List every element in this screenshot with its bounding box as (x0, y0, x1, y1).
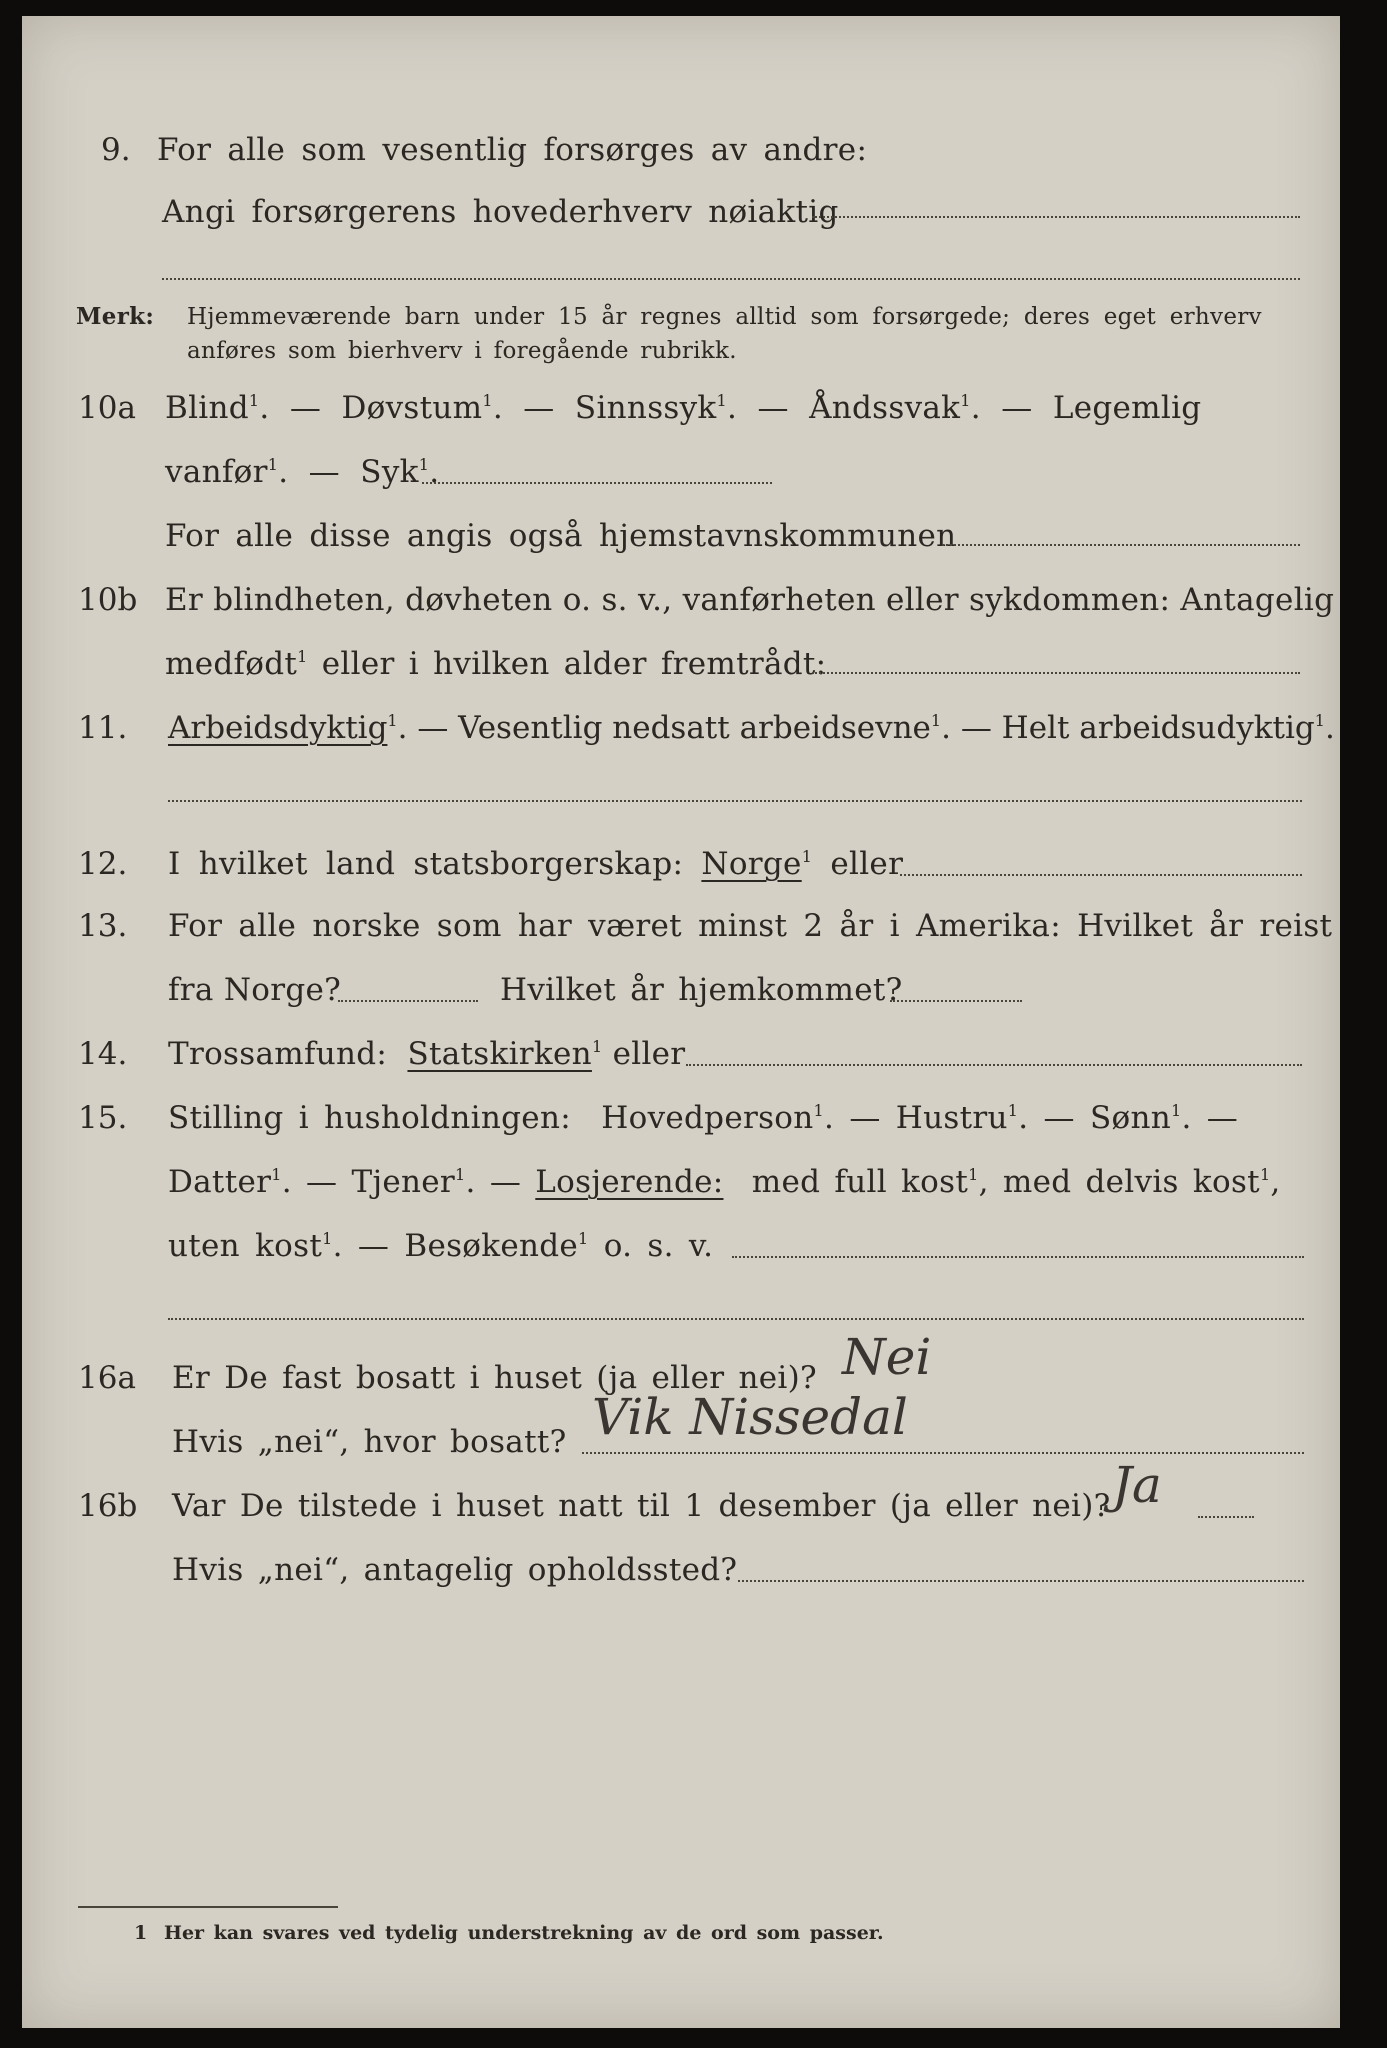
census-form-page (22, 16, 1340, 2028)
q16a-handwritten-answer-2[interactable]: Vik Nissedal (592, 1388, 908, 1446)
q16a-text-1: Er De fast bosatt i huset (ja eller nei)? (172, 1360, 817, 1396)
q14-number: 14. (78, 1036, 128, 1072)
q9-text-2: Angi forsørgerens hovederhverv nøiaktig (162, 194, 839, 230)
q14-answer-line[interactable] (686, 1064, 1302, 1066)
q12-number: 12. (78, 846, 128, 882)
q13-text-1: For alle norske som har været minst 2 år i Amerika: Hvilket år reist (168, 908, 1333, 944)
q16b-answer-line-1[interactable] (1198, 1516, 1254, 1518)
q15-answer-line-2[interactable] (168, 1318, 1304, 1320)
q12-norge-underlined: Norge (701, 846, 802, 882)
q16b-number: 16b (78, 1488, 138, 1524)
q13-answer-line-1[interactable] (338, 1000, 478, 1002)
q9-answer-line-2[interactable] (162, 278, 1300, 280)
q13-answer-line-2[interactable] (890, 1000, 1022, 1002)
q16a-number: 16a (78, 1360, 136, 1396)
q13-text-2: fra Norge? (168, 972, 342, 1008)
q10a-answer-line-2[interactable] (942, 544, 1300, 546)
q10b-text-1: Er blindheten, døvheten o. s. v., vanførheten eller sykdommen: Antagelig (165, 582, 1335, 618)
q10a-text-2: vanfør$^1$. — Syk$^1$. (165, 454, 440, 490)
q16a-handwritten-answer-1[interactable]: Nei (842, 1328, 932, 1386)
footnote-text: Her kan svares ved tydelig understrekning av de ord som passer. (164, 1922, 884, 1944)
q13-text-3: Hvilket år hjemkommet? (500, 972, 903, 1008)
q11-text: Arbeidsdyktig$^1$. — Vesentlig nedsatt arbeidsevne$^1$. — Helt arbeidsudyktig$^1$. (168, 710, 1335, 746)
q10a-text-1: Blind$^1$. — Døvstum$^1$. — Sinnssyk$^1$. — Åndssvak$^1$. — Legemlig (165, 390, 1202, 426)
q15-text-3: uten kost$^1$. — Besøkende$^1$ o. s. v. (168, 1228, 714, 1264)
q10b-text-2: medfødt$^1$ eller i hvilken alder fremtrådt: (165, 646, 827, 682)
q9-text-1: For alle som vesentlig forsørges av andre: (157, 132, 868, 168)
merk-text-2: anføres som bierhverv i foregående rubrikk. (187, 338, 737, 364)
q15-text-2: Datter$^1$. — Tjener$^1$. — Losjerende: med full kost$^1$, med delvis kost$^1$, (168, 1164, 1281, 1200)
footnote-mark: 1 (134, 1922, 148, 1944)
q12-text: I hvilket land statsborgerskap: Norge$^1$ eller (168, 846, 904, 882)
q16a-text-2: Hvis „nei“, hvor bosatt? (172, 1424, 567, 1460)
q15-answer-line-1[interactable] (732, 1256, 1304, 1258)
merk-text-1: Hjemmeværende barn under 15 år regnes alltid som forsørgede; deres eget erhverv (187, 304, 1262, 330)
q9-number: 9. (101, 132, 131, 168)
q10a-number: 10a (78, 390, 136, 426)
q12-answer-line[interactable] (900, 874, 1302, 876)
q9-answer-line-1[interactable] (812, 216, 1300, 218)
q11-arbeidsdyktig-underlined: Arbeidsdyktig (168, 710, 388, 746)
q15-losjerende-underlined: Losjerende: (535, 1164, 724, 1200)
q10a-answer-line-1[interactable] (422, 482, 772, 484)
q13-number: 13. (78, 908, 128, 944)
q16b-handwritten-answer-1[interactable]: Ja (1112, 1456, 1162, 1514)
q16b-answer-line-2[interactable] (738, 1580, 1304, 1582)
q10b-answer-line[interactable] (812, 672, 1300, 674)
q16b-text-2: Hvis „nei“, antagelig opholdssted? (172, 1552, 738, 1588)
q14-statskirken-underlined: Statskirken (407, 1036, 592, 1072)
q11-number: 11. (78, 710, 128, 746)
merk-label: Merk: (76, 303, 155, 330)
q16a-answer-line[interactable] (582, 1452, 1304, 1454)
q15-number: 15. (78, 1100, 128, 1136)
q10a-text-3: For alle disse angis også hjemstavnskommunen (165, 518, 957, 554)
footnote-divider (78, 1906, 338, 1908)
q15-text-1: Stilling i husholdningen: Hovedperson$^1$. — Hustru$^1$. — Sønn$^1$. — (168, 1100, 1239, 1136)
q14-text: Trossamfund: Statskirken$^1$ eller (168, 1036, 686, 1072)
q16b-text-1: Var De tilstede i huset natt til 1 desember (ja eller nei)? (172, 1488, 1111, 1524)
q11-answer-line[interactable] (168, 800, 1302, 802)
q10b-number: 10b (78, 582, 138, 618)
